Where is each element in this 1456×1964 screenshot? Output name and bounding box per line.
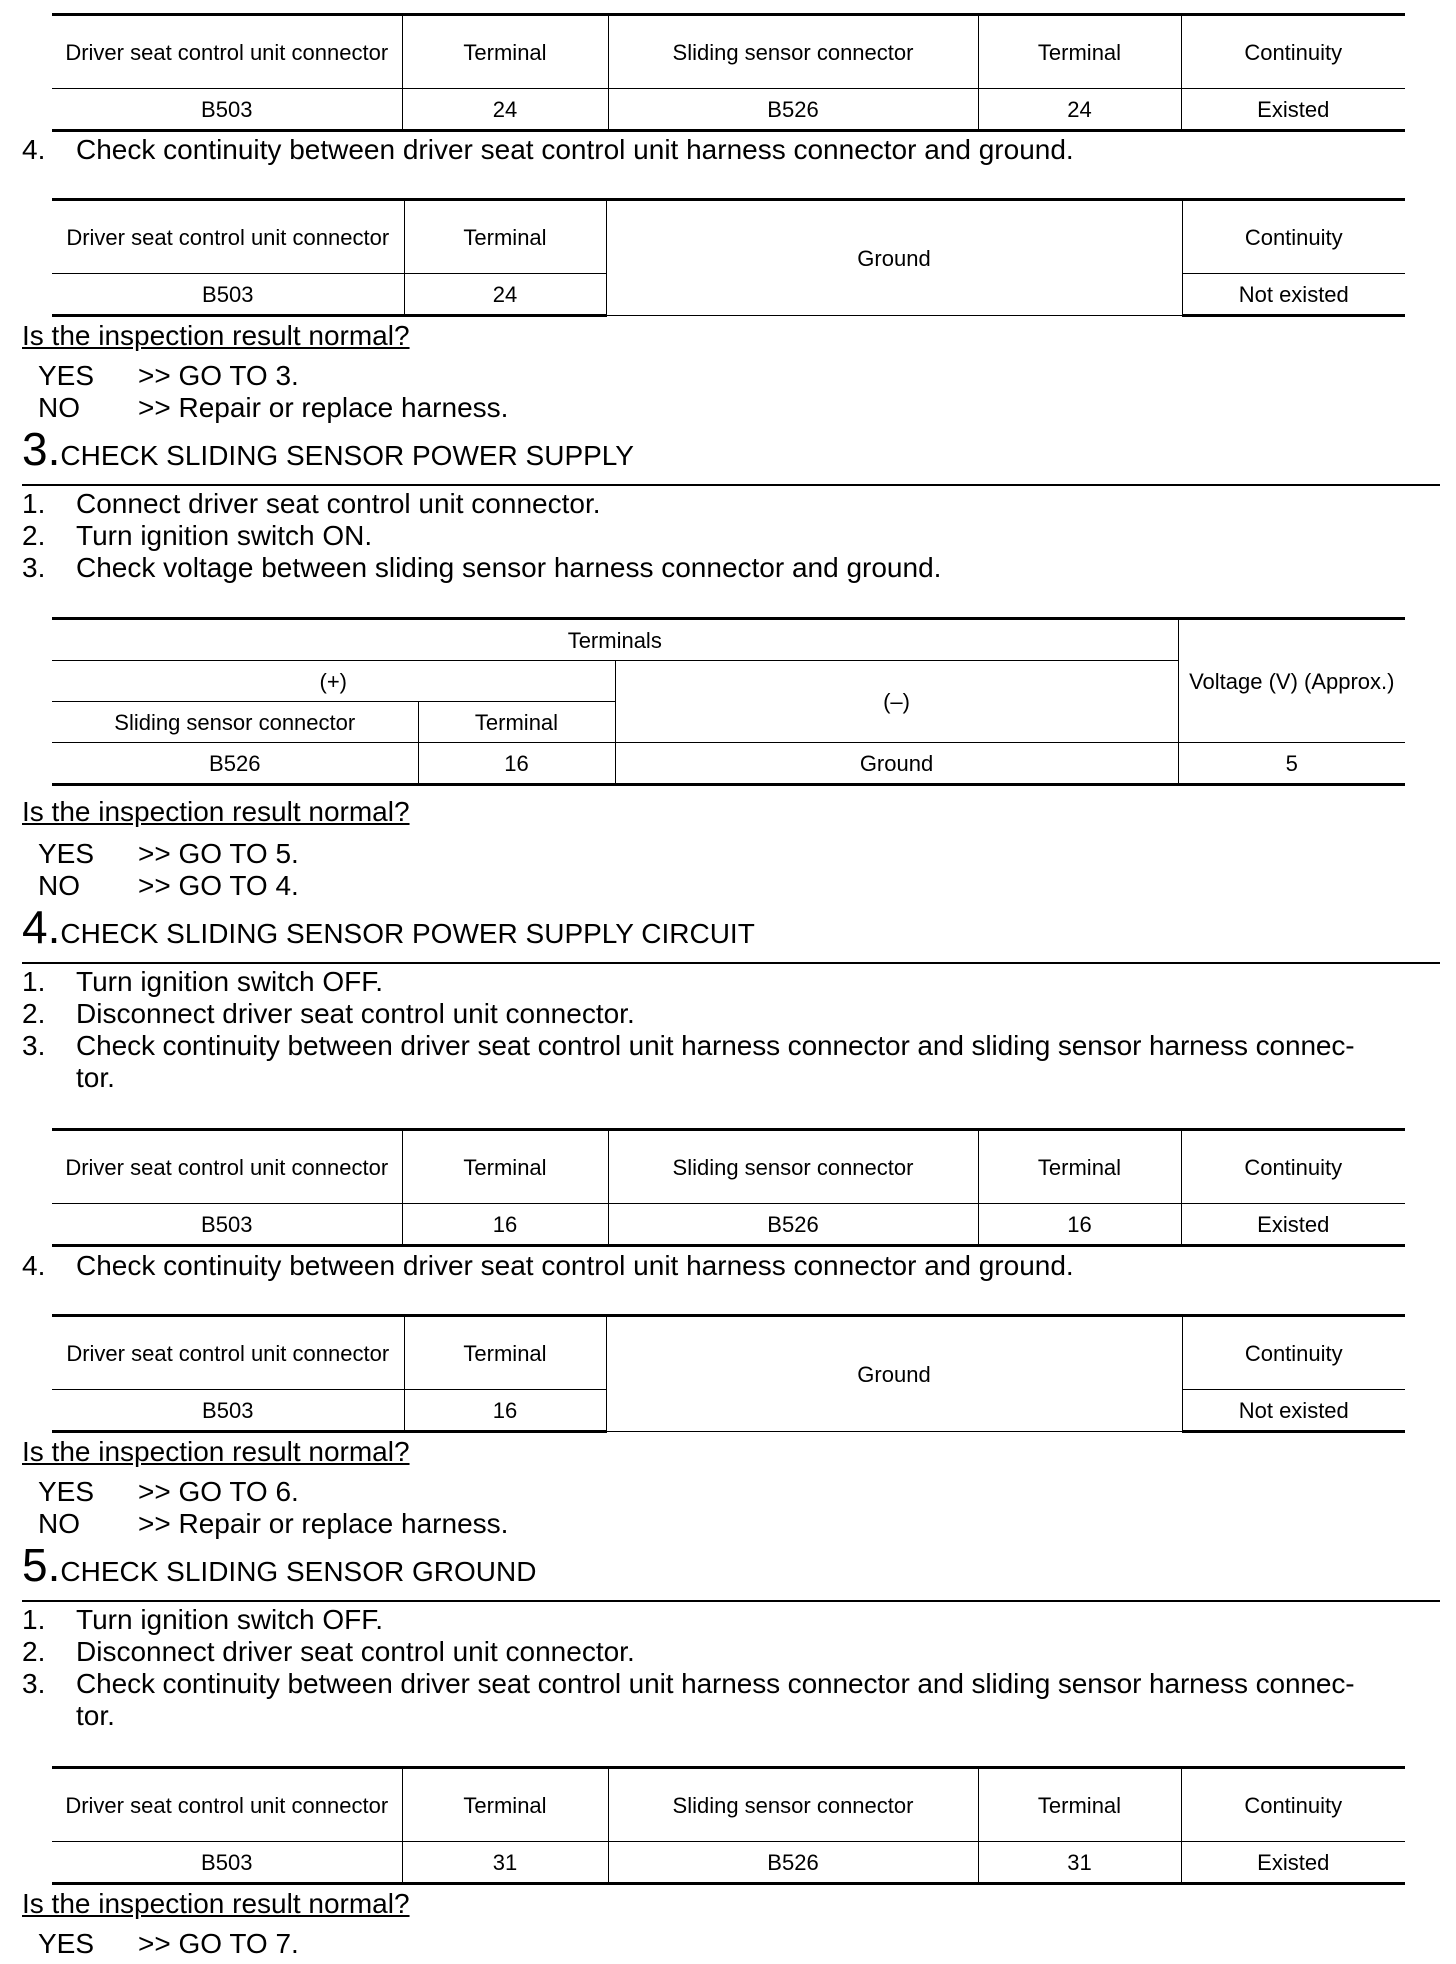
section-number: 4.: [22, 901, 61, 953]
step-text: Disconnect driver seat control unit connector.: [76, 998, 635, 1029]
inspection-question: Is the inspection result normal?: [22, 1888, 410, 1919]
continuity-table-terminal-16: [52, 1128, 1405, 1247]
step-number: 4.: [22, 1250, 46, 1281]
step-text: Check continuity between driver seat control unit harness connector and sliding sensor harness connec-: [76, 1668, 1355, 1699]
header-continuity: Continuity: [1181, 15, 1405, 89]
section-heading: [22, 902, 755, 952]
step-text: Connect driver seat control unit connector.: [76, 488, 601, 519]
answer-no: NO: [38, 392, 80, 423]
step-text-continued: tor.: [76, 1700, 115, 1731]
section-heading: [22, 424, 634, 474]
answer-no-action: >> GO TO 4.: [138, 870, 299, 901]
step-number: 3.: [22, 1668, 46, 1699]
step-number: 2.: [22, 998, 46, 1029]
cell-continuity: Existed: [1181, 89, 1405, 131]
cell-connector: B526: [608, 1204, 978, 1246]
header-sliding-sensor-connector: Sliding sensor connector: [52, 702, 418, 743]
header-terminal: Terminal: [978, 15, 1181, 89]
section-title: CHECK SLIDING SENSOR GROUND: [60, 1556, 537, 1587]
header-terminal: Terminal: [402, 1768, 608, 1842]
header-terminal: Terminal: [404, 1316, 606, 1390]
header-driver-seat-connector: Driver seat control unit connector: [52, 1130, 402, 1204]
answer-yes: YES: [38, 1928, 95, 1959]
cell-connector: B503: [52, 1842, 402, 1884]
step-number: 2.: [22, 520, 46, 551]
cell-terminal: 24: [978, 89, 1181, 131]
header-sliding-sensor-connector: Sliding sensor connector: [608, 1130, 978, 1204]
header-terminal: Terminal: [978, 1130, 1181, 1204]
cell-terminal: 31: [978, 1842, 1181, 1884]
header-driver-seat-connector: Driver seat control unit connector: [52, 15, 402, 89]
header-ground: Ground: [606, 1316, 1182, 1432]
section-heading: [22, 1540, 536, 1590]
answer-yes: YES: [38, 360, 95, 391]
step-number: 1.: [22, 488, 46, 519]
header-continuity: Continuity: [1181, 1768, 1405, 1842]
step-text: Check continuity between driver seat control unit harness connector and ground.: [76, 134, 1074, 165]
section-title: CHECK SLIDING SENSOR POWER SUPPLY CIRCUIT: [60, 918, 755, 949]
header-continuity: Continuity: [1181, 1130, 1405, 1204]
cell-continuity: Existed: [1181, 1204, 1405, 1246]
section-divider: [22, 484, 1440, 486]
section-number: 5.: [22, 1539, 61, 1591]
cell-continuity: Not existed: [1182, 274, 1405, 316]
cell-connector: B526: [608, 89, 978, 131]
cell-terminal: 24: [402, 89, 608, 131]
inspection-question: Is the inspection result normal?: [22, 1436, 410, 1467]
step-text: Check continuity between driver seat control unit harness connector and ground.: [76, 1250, 1074, 1281]
step-text: Check voltage between sliding sensor harness connector and ground.: [76, 552, 942, 583]
answer-no: NO: [38, 870, 80, 901]
cell-terminal: 31: [402, 1842, 608, 1884]
header-terminals: Terminals: [52, 619, 1178, 661]
step-text: Disconnect driver seat control unit connector.: [76, 1636, 635, 1667]
step-text: Check continuity between driver seat control unit harness connector and sliding sensor harness connec-: [76, 1030, 1355, 1061]
answer-yes-action: >> GO TO 3.: [138, 360, 299, 391]
header-terminal: Terminal: [402, 15, 608, 89]
step-text: Turn ignition switch ON.: [76, 520, 373, 551]
answer-no-action: >> Repair or replace harness.: [138, 392, 509, 423]
continuity-table-terminal-31: [52, 1766, 1405, 1885]
cell-terminal: 24: [404, 274, 606, 316]
header-voltage: Voltage (V) (Approx.): [1178, 619, 1405, 743]
inspection-question: Is the inspection result normal?: [22, 796, 410, 827]
voltage-table: [52, 617, 1405, 786]
header-terminal: Terminal: [402, 1130, 608, 1204]
header-minus: (–): [615, 661, 1178, 743]
header-driver-seat-connector: Driver seat control unit connector: [52, 200, 404, 274]
header-continuity: Continuity: [1182, 1316, 1405, 1390]
ground-continuity-table-terminal-24: [52, 198, 1405, 317]
header-continuity: Continuity: [1182, 200, 1405, 274]
header-driver-seat-connector: Driver seat control unit connector: [52, 1768, 402, 1842]
step-number: 2.: [22, 1636, 46, 1667]
cell-connector: B526: [52, 743, 418, 785]
step-number: 1.: [22, 966, 46, 997]
section-title: CHECK SLIDING SENSOR POWER SUPPLY: [60, 440, 634, 471]
step-number: 3.: [22, 1030, 46, 1061]
header-sliding-sensor-connector: Sliding sensor connector: [608, 1768, 978, 1842]
header-sliding-sensor-connector: Sliding sensor connector: [608, 15, 978, 89]
cell-terminal: 16: [978, 1204, 1181, 1246]
answer-yes-action: >> GO TO 5.: [138, 838, 299, 869]
cell-connector: B503: [52, 1204, 402, 1246]
ground-continuity-table-terminal-16: [52, 1314, 1405, 1433]
cell-terminal: 16: [404, 1390, 606, 1432]
cell-connector: B503: [52, 274, 404, 316]
cell-connector: B526: [608, 1842, 978, 1884]
cell-continuity: Existed: [1181, 1842, 1405, 1884]
header-ground: Ground: [606, 200, 1182, 316]
cell-terminal: 16: [402, 1204, 608, 1246]
cell-connector: B503: [52, 1390, 404, 1432]
cell-connector: B503: [52, 89, 402, 131]
header-terminal: Terminal: [418, 702, 615, 743]
step-text-continued: tor.: [76, 1062, 115, 1093]
answer-no: NO: [38, 1508, 80, 1539]
cell-continuity: Not existed: [1182, 1390, 1405, 1432]
step-text: Turn ignition switch OFF.: [76, 1604, 384, 1635]
header-terminal: Terminal: [404, 200, 606, 274]
cell-voltage: 5: [1178, 743, 1405, 785]
answer-yes-action: >> GO TO 7.: [138, 1928, 299, 1959]
header-plus: (+): [52, 661, 615, 702]
cell-terminal: 16: [418, 743, 615, 785]
answer-yes: YES: [38, 1476, 95, 1507]
step-number: 4.: [22, 134, 46, 165]
header-terminal: Terminal: [978, 1768, 1181, 1842]
header-driver-seat-connector: Driver seat control unit connector: [52, 1316, 404, 1390]
section-number: 3.: [22, 423, 61, 475]
continuity-table-terminal-24: [52, 13, 1405, 132]
section-divider: [22, 1600, 1440, 1602]
step-number: 1.: [22, 1604, 46, 1635]
inspection-question: Is the inspection result normal?: [22, 320, 410, 351]
section-divider: [22, 962, 1440, 964]
answer-yes: YES: [38, 838, 95, 869]
step-text: Turn ignition switch OFF.: [76, 966, 384, 997]
answer-yes-action: >> GO TO 6.: [138, 1476, 299, 1507]
answer-no-action: >> Repair or replace harness.: [138, 1508, 509, 1539]
cell-ground: Ground: [615, 743, 1178, 785]
step-number: 3.: [22, 552, 46, 583]
